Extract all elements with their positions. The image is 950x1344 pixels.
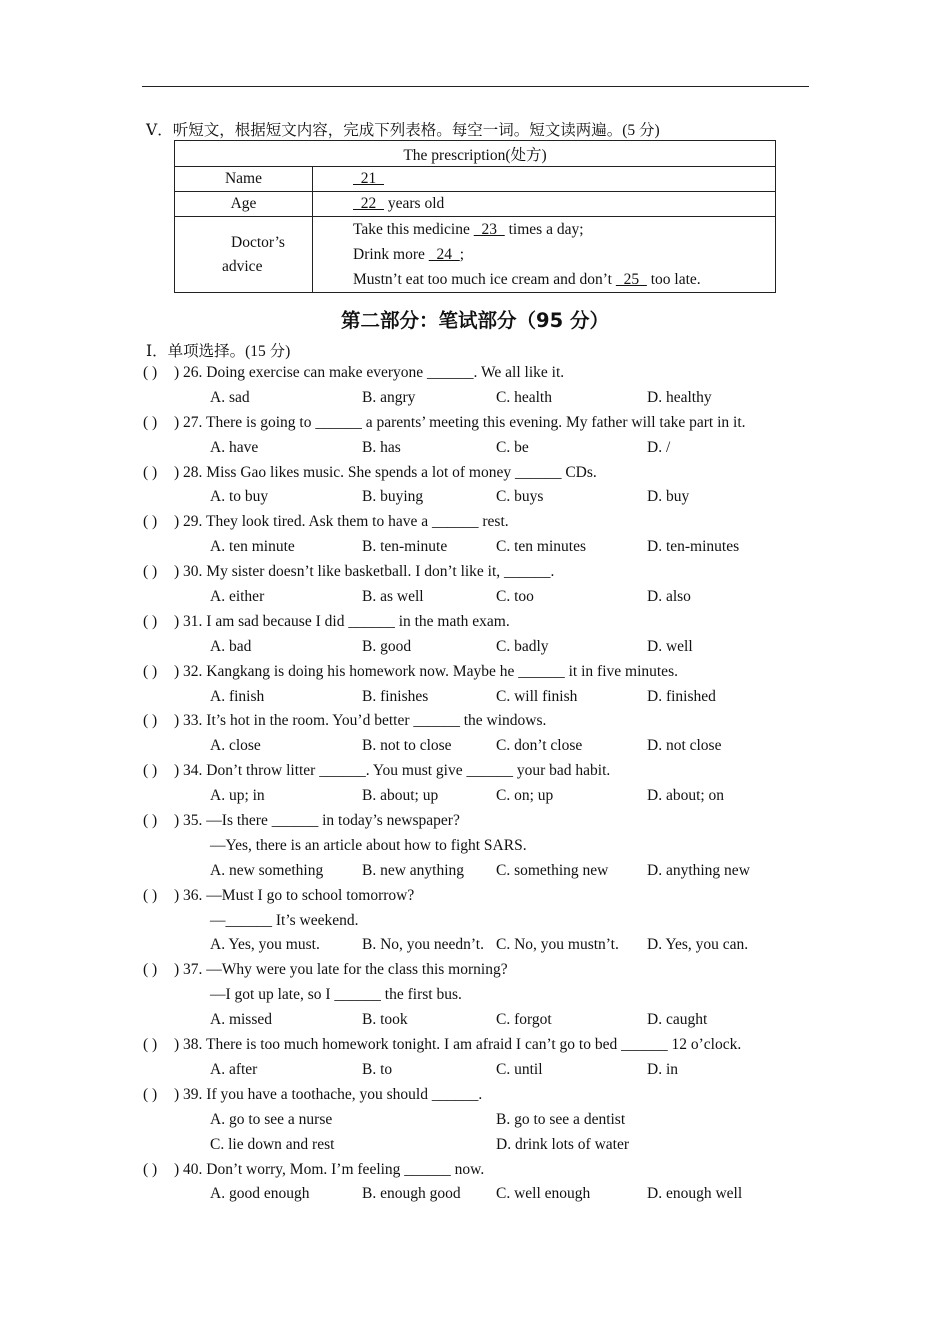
option-c[interactable]: C. something new (496, 861, 609, 879)
options-row (0, 436, 950, 461)
name-cell (313, 167, 776, 192)
option-d[interactable]: D. buy (647, 488, 690, 506)
question-text: ) 37. —Why were you late for the class this morning? (174, 961, 508, 979)
option-b[interactable]: B. good (362, 637, 412, 655)
answer-paren[interactable]: ( ) (143, 563, 158, 581)
advice-label-line2: advice (222, 257, 263, 275)
option-b[interactable]: B. not to close (362, 737, 452, 755)
question-subline (0, 983, 950, 1008)
option-d[interactable]: D. caught (647, 1011, 708, 1029)
question-text: ) 26. Doing exercise can make everyone ______. We all like it. (174, 364, 565, 381)
question-line (0, 560, 950, 585)
question-line (0, 1158, 950, 1183)
option-d[interactable]: D. drink lots of water (496, 1135, 630, 1153)
option-d[interactable]: D. ten-minutes (647, 538, 740, 556)
option-a[interactable]: A. sad (210, 388, 250, 406)
advice-label (175, 217, 313, 293)
question-line (0, 610, 950, 635)
option-c[interactable]: C. lie down and rest (210, 1135, 335, 1153)
question-dialogue: —I got up late, so I ______ the first bus. (210, 986, 462, 1004)
table-row-advice (175, 217, 776, 293)
question-text: ) 31. I am sad because I did ______ in the math exam. (174, 612, 510, 630)
question-line (0, 411, 950, 436)
options-row (0, 1133, 950, 1158)
answer-paren[interactable]: ( ) (143, 762, 158, 780)
option-d[interactable]: D. / (647, 438, 671, 456)
options-row (0, 585, 950, 610)
question-text: ) 39. If you have a toothache, you should ______. (174, 1085, 483, 1103)
option-d[interactable]: D. anything new (647, 861, 750, 879)
answer-paren[interactable]: ( ) (143, 513, 158, 531)
option-a[interactable]: A. missed (210, 1011, 272, 1029)
part2-title: 第二部分：笔试部分（95 分） (341, 309, 609, 332)
option-d[interactable]: D. enough well (647, 1185, 743, 1203)
question-text: ) 32. Kangkang is doing his homework now. Maybe he ______ it in five minutes. (174, 662, 678, 680)
option-d[interactable]: D. healthy (647, 388, 712, 406)
advice-1-suffix: times a day; (508, 221, 584, 238)
option-c[interactable]: C. too (496, 588, 534, 606)
advice-1-text: Take this medicine (353, 221, 470, 238)
option-a[interactable]: A. bad (210, 637, 252, 655)
answer-paren[interactable]: ( ) (143, 413, 158, 431)
options-row (0, 685, 950, 710)
options-row (0, 784, 950, 809)
question-line (0, 1033, 950, 1058)
blank-25[interactable]: 25 (615, 271, 647, 288)
question-text: ) 40. Don’t worry, Mom. I’m feeling ______ now. (174, 1160, 485, 1178)
option-a[interactable]: A. have (210, 438, 259, 456)
option-c[interactable]: C. forgot (496, 1011, 552, 1029)
question-line (0, 958, 950, 983)
answer-paren[interactable]: ( ) (143, 662, 158, 680)
advice-3-text: Mustn’t eat too much ice cream and don’t (353, 271, 612, 288)
blank-22[interactable]: 22 (353, 195, 384, 212)
options-row (0, 859, 950, 884)
option-d[interactable]: D. not close (647, 737, 722, 755)
answer-paren[interactable]: ( ) (143, 364, 158, 381)
question-text: ) 38. There is too much homework tonight. I am afraid I can’t go to bed ______ 12 o’clock. (174, 1036, 742, 1054)
option-a[interactable]: A. after (210, 1060, 258, 1078)
advice-2-text: Drink more (353, 246, 425, 263)
option-b[interactable]: B. No, you needn’t. (362, 936, 484, 954)
option-b[interactable]: B. new anything (362, 861, 465, 879)
advice-line-3 (353, 267, 775, 292)
option-c[interactable]: C. will finish (496, 687, 578, 705)
option-d[interactable]: D. finished (647, 687, 716, 705)
options-row (0, 1058, 950, 1083)
answer-paren[interactable]: ( ) (143, 1036, 158, 1054)
option-a[interactable]: A. close (210, 737, 261, 755)
option-d[interactable]: D. Yes, you can. (647, 936, 749, 954)
option-a[interactable]: A. up; in (210, 787, 265, 805)
prescription-table (174, 140, 776, 293)
answer-paren[interactable]: ( ) (143, 612, 158, 630)
section1-title: Ⅰ．单项选择。(15 分) (146, 343, 291, 360)
option-c[interactable]: C. be (496, 438, 529, 456)
option-c[interactable]: C. badly (496, 637, 549, 655)
option-c[interactable]: C. well enough (496, 1185, 591, 1203)
advice-line-1 (353, 217, 775, 242)
option-a[interactable]: A. go to see a nurse (210, 1110, 333, 1128)
option-b[interactable]: B. angry (362, 388, 416, 406)
option-c[interactable]: C. on; up (496, 787, 554, 805)
option-b[interactable]: B. has (362, 438, 401, 456)
option-c[interactable]: C. ten minutes (496, 538, 586, 556)
blank-24[interactable]: 24 (428, 246, 460, 263)
option-b[interactable]: B. go to see a dentist (496, 1110, 626, 1128)
age-label: Age (175, 192, 313, 217)
answer-paren[interactable]: ( ) (143, 961, 158, 979)
option-c[interactable]: C. don’t close (496, 737, 583, 755)
options-row (0, 933, 950, 958)
question-line (0, 759, 950, 784)
options-row (0, 734, 950, 759)
question-line (0, 709, 950, 734)
table-row-age (175, 192, 776, 217)
answer-paren[interactable]: ( ) (143, 712, 158, 730)
advice-2-suffix: ; (459, 246, 465, 263)
name-label: Name (175, 167, 313, 192)
question-line (0, 361, 950, 386)
question-text: ) 29. They look tired. Ask them to have a ______ rest. (174, 513, 509, 531)
answer-paren[interactable]: ( ) (143, 886, 158, 904)
age-cell (313, 192, 776, 217)
question-line (0, 510, 950, 535)
answer-paren[interactable]: ( ) (143, 1085, 158, 1103)
advice-3-suffix: too late. (650, 271, 701, 288)
advice-label-line1: Doctor’s (231, 233, 285, 251)
option-d[interactable]: D. about; on (647, 787, 725, 805)
question-line (0, 809, 950, 834)
option-b[interactable]: B. about; up (362, 787, 439, 805)
option-a[interactable]: A. good enough (210, 1185, 310, 1203)
option-c[interactable]: C. buys (496, 488, 544, 506)
option-c[interactable]: C. until (496, 1060, 543, 1078)
option-a[interactable]: A. to buy (210, 488, 269, 506)
options-row (0, 535, 950, 560)
options-row (0, 635, 950, 660)
question-dialogue: —______ It’s weekend. (210, 911, 359, 929)
question-text: ) 28. Miss Gao likes music. She spends a lot of money ______ CDs. (174, 463, 597, 481)
option-b[interactable]: B. buying (362, 488, 424, 506)
question-subline (0, 834, 950, 859)
table-row-name (175, 167, 776, 192)
age-suffix: years old (387, 195, 445, 212)
option-a[interactable]: A. either (210, 588, 265, 606)
option-d[interactable]: D. well (647, 637, 693, 655)
answer-paren[interactable]: ( ) (143, 1160, 158, 1178)
options-row (0, 1108, 950, 1133)
option-b[interactable]: B. to (362, 1060, 393, 1078)
option-b[interactable]: B. enough good (362, 1185, 461, 1203)
question-text: ) 27. There is going to ______ a parents’ meeting this evening. My father will take part in it. (174, 413, 746, 431)
option-b[interactable]: B. as well (362, 588, 424, 606)
blank-21[interactable]: 21 (353, 170, 384, 187)
question-text: ) 30. My sister doesn’t like basketball. I don’t like it, ______. (174, 563, 555, 581)
option-c[interactable]: C. No, you mustn’t. (496, 936, 619, 954)
option-a[interactable]: A. new something (210, 861, 324, 879)
option-a[interactable]: A. Yes, you must. (210, 936, 320, 954)
header-rule (142, 86, 809, 87)
option-b[interactable]: B. took (362, 1011, 408, 1029)
question-line (0, 1083, 950, 1108)
option-b[interactable]: B. ten-minute (362, 538, 448, 556)
question-text: ) 34. Don’t throw litter ______. You must give ______ your bad habit. (174, 762, 611, 780)
options-row (0, 1182, 950, 1207)
question-text: ) 33. It’s hot in the room. You’d better ______ the windows. (174, 712, 547, 730)
question-text: ) 36. —Must I go to school tomorrow? (174, 886, 415, 904)
question-line (0, 461, 950, 486)
option-a[interactable]: A. ten minute (210, 538, 295, 556)
answer-paren[interactable]: ( ) (143, 812, 158, 830)
question-dialogue: —Yes, there is an article about how to fight SARS. (210, 836, 527, 854)
option-d[interactable]: D. also (647, 588, 691, 606)
option-d[interactable]: D. in (647, 1060, 678, 1078)
options-row (0, 1008, 950, 1033)
question-subline (0, 909, 950, 934)
section5-title: Ⅴ．听短文，根据短文内容，完成下列表格。每空一词。短文读两遍。(5 分) (146, 122, 660, 139)
option-c[interactable]: C. health (496, 388, 552, 406)
blank-23[interactable]: 23 (473, 221, 505, 238)
question-line (0, 884, 950, 909)
question-text: ) 35. —Is there ______ in today’s newspaper? (174, 812, 460, 830)
advice-cell (313, 217, 776, 293)
answer-paren[interactable]: ( ) (143, 463, 158, 481)
options-row (0, 386, 950, 411)
options-row (0, 485, 950, 510)
advice-line-2 (353, 242, 775, 267)
option-b[interactable]: B. finishes (362, 687, 429, 705)
question-line (0, 660, 950, 685)
option-a[interactable]: A. finish (210, 687, 265, 705)
question-list (0, 361, 950, 1207)
prescription-header: The prescription(处方) (175, 141, 776, 167)
